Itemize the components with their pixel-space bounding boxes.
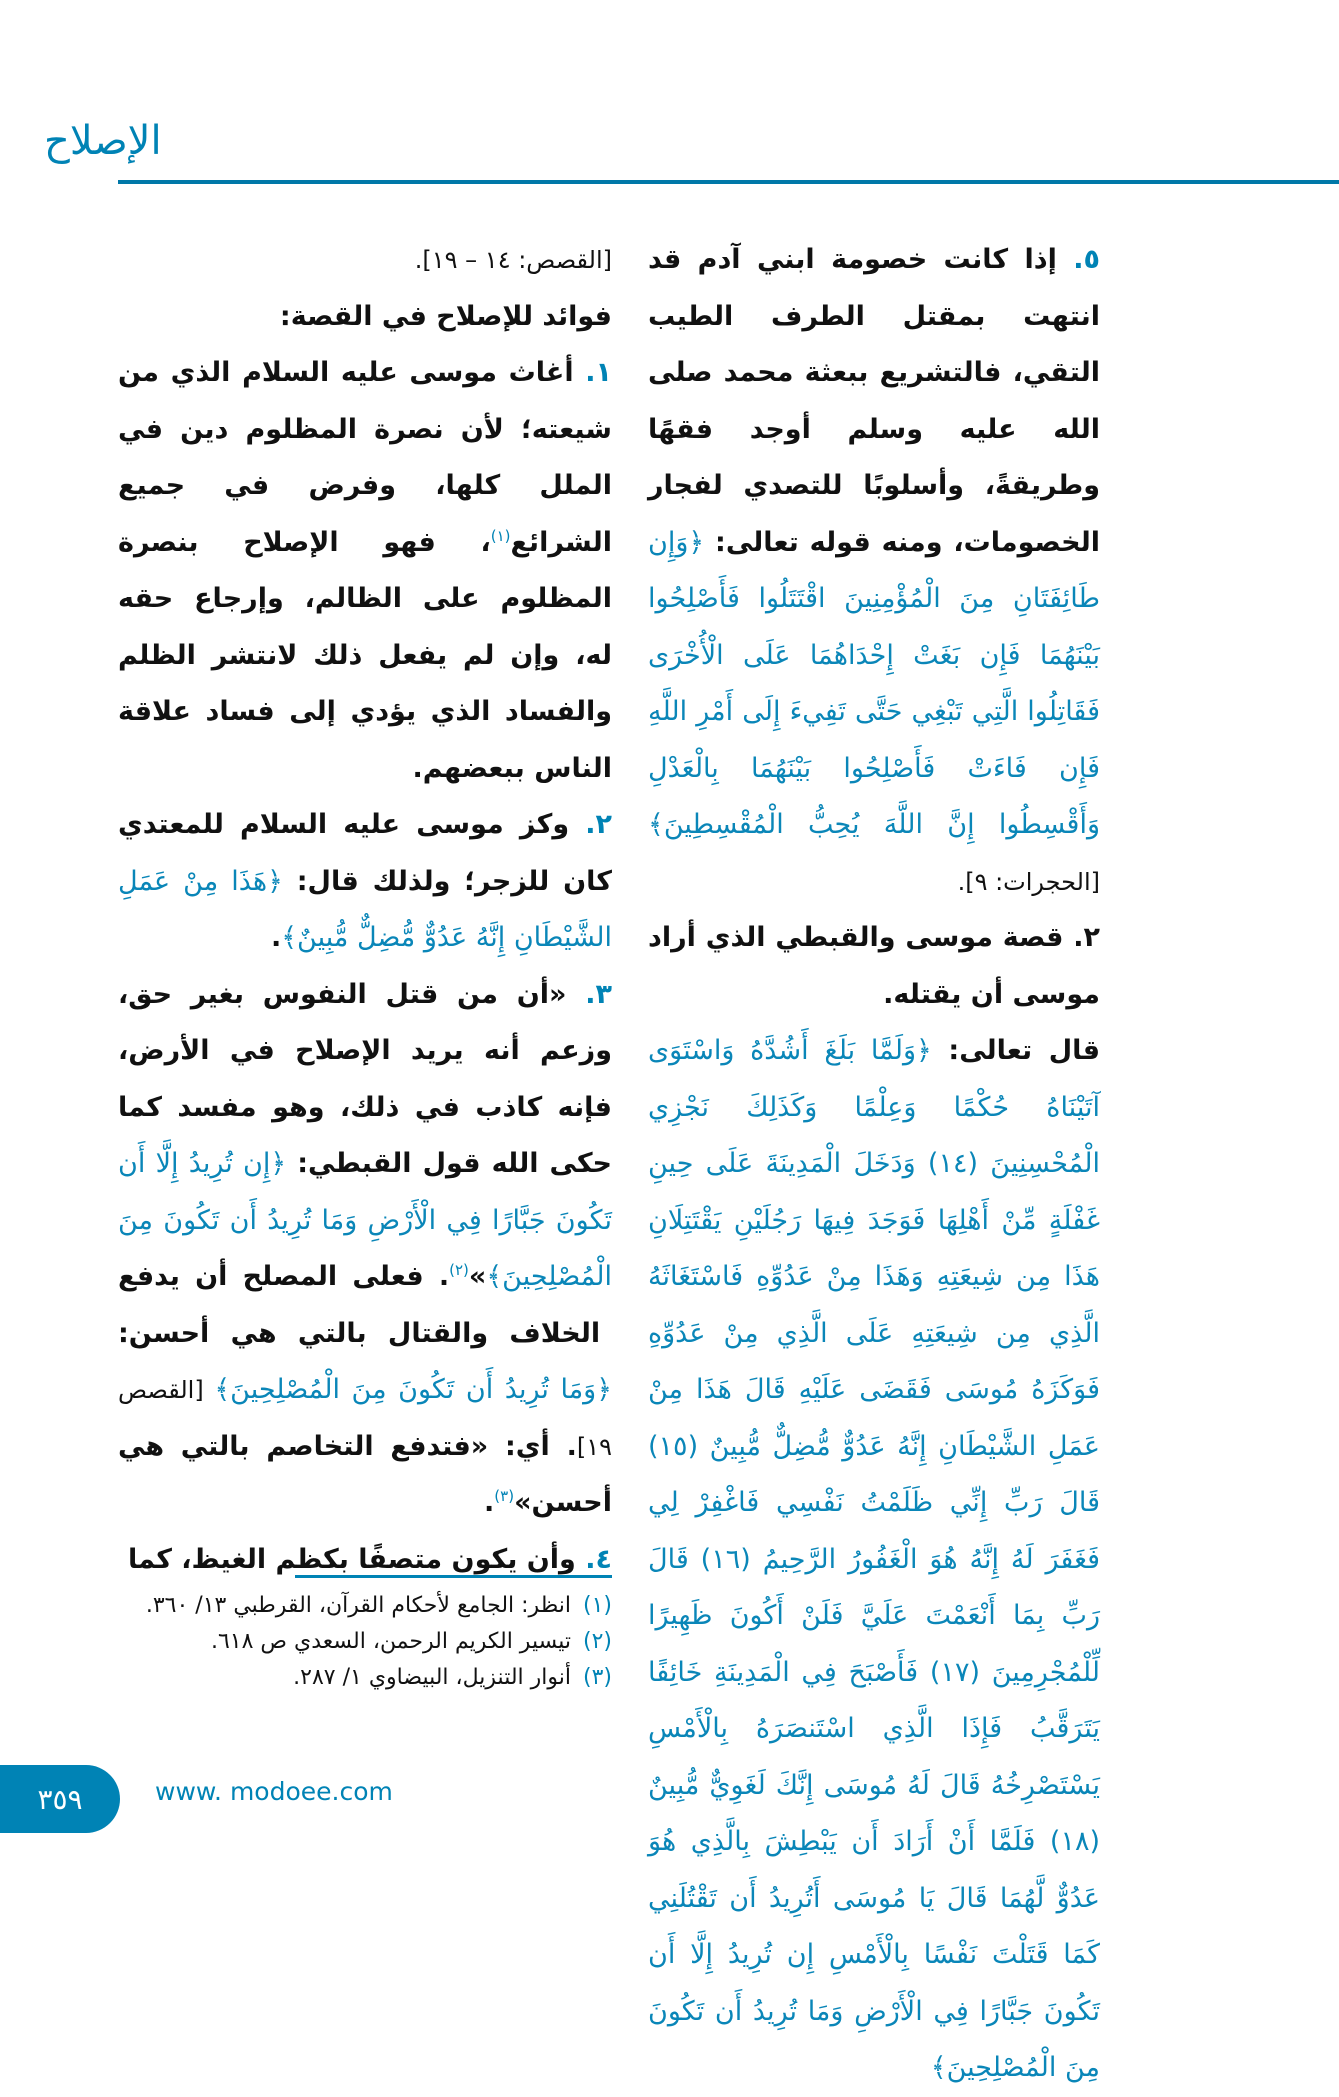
quran-verse: ﴿وَإِن طَائِفَتَانِ مِنَ الْمُؤْمِنِينَ اقْتَتَلُوا فَأَصْلِحُوا بَيْنَهُمَا فَإِن بَغَتْ إِحْدَاهُمَا عَلَى الْأُخْرَى فَقَاتِلُوا الَّتِي تَبْغِي حَتَّى تَفِيءَ إِلَى أَمْرِ اللَّهِ فَإِن فَاءَتْ فَأَصْلِحُوا بَيْنَهُمَا بِالْعَدْلِ وَأَقْسِطُوا إِنَّ اللَّهَ يُحِبُّ الْمُقْسِطِينَ﴾ xyxy=(648,526,1100,840)
footnote-number: (٢) xyxy=(582,1629,612,1654)
paragraph-text: إذا كانت خصومة ابني آدم قد انتهت بمقتل الطرف الطيب التقي، فالتشريع ببعثة محمد صلى الله عليه وسلم أوجد فقهًا وطريقةً، وأسلوبًا للتصدي لفجار الخصومات، ومنه قوله تعالى: xyxy=(648,244,1100,558)
page-number-badge xyxy=(0,1765,120,1833)
paragraph-5 xyxy=(648,232,1100,910)
item-text: . فعلى المصلح أن يدفع الخلاف والقتال بالتي هي أحسن: xyxy=(118,1261,601,1349)
left-column xyxy=(118,232,612,1588)
item-text: » xyxy=(468,1261,487,1292)
item-text: . أي: «فتدفع التخاصم بالتي هي أحسن» xyxy=(118,1430,612,1518)
footnote-text: أنوار التنزيل، البيضاوي ١/ ٢٨٧. xyxy=(293,1665,571,1690)
quran-verse: ﴿وَمَا تُرِيدُ أَن تَكُونَ مِنَ الْمُصْلِحِينَ﴾ xyxy=(214,1374,613,1405)
item-number: ٢. xyxy=(585,809,612,840)
quran-verse: ﴿هَذَا مِنْ عَمَلِ الشَّيْطَانِ إِنَّهُ عَدُوٌّ مُّضِلٌّ مُّبِينٌ﴾ xyxy=(118,865,612,953)
item-text: ، فهو الإصلاح بنصرة المظلوم على الظالم، وإرجاع حقه له، وإن لم يفعل ذلك لانتشر الظلم والفساد الذي يؤدي إلى فساد علاقة الناس ببعضهم. xyxy=(118,526,612,784)
verse-reference: [القصص ١٩] xyxy=(118,1376,612,1461)
item-text: وأن يكون متصفًا بكظم الغيظ، كما xyxy=(127,1543,576,1575)
item-text: . xyxy=(484,1487,495,1518)
item-number: ١. xyxy=(585,357,612,388)
footnote-ref[interactable]: (٣) xyxy=(494,1487,515,1505)
verse-reference: [القصص: ١٤ – ١٩]. xyxy=(414,246,612,274)
item-number: ٤. xyxy=(585,1543,612,1575)
verse-reference: [الحجرات: ٩]. xyxy=(957,867,1100,896)
footnote-divider xyxy=(295,1575,612,1578)
paragraph-text: قال تعالى: xyxy=(931,1035,1100,1066)
footnote xyxy=(118,1660,612,1696)
item-number: ٥. xyxy=(1073,244,1100,275)
website-link[interactable]: www. modoee.com xyxy=(155,1777,393,1806)
section-heading: فوائد للإصلاح في القصة: xyxy=(279,300,612,332)
page-number: ٣٥٩ xyxy=(37,1782,83,1816)
heading-text: قصة موسى والقبطي الذي أراد موسى أن يقتله. xyxy=(648,922,1100,1010)
section-heading xyxy=(648,910,1100,1023)
footnote xyxy=(118,1624,612,1660)
item-text: «أن من قتل النفوس بغير حق، وزعم أنه يريد الإصلاح في الأرض، فإنه كاذب في ذلك، وهو مفسد كما حكى الله قول القبطي: xyxy=(118,978,612,1179)
item-number: ٣. xyxy=(585,978,612,1010)
item-text: أغاث موسى عليه السلام الذي من شيعته؛ لأن نصرة المظلوم دين في الملل كلها، وفرض في جميع الشرائع xyxy=(118,357,612,558)
list-item-4 xyxy=(118,1532,612,1589)
list-item-2 xyxy=(118,797,612,967)
footnote-ref[interactable]: (١) xyxy=(490,526,511,545)
footnote-number: (٣) xyxy=(582,1665,612,1690)
item-text: وكز موسى عليه السلام للمعتدي كان للزجر؛ ولذلك قال: xyxy=(118,809,612,897)
footnotes xyxy=(118,1588,612,1696)
footnote-text: انظر: الجامع لأحكام القرآن، القرطبي ١٣/ ٣٦٠. xyxy=(145,1593,571,1618)
list-item-3 xyxy=(118,967,612,1532)
footnote xyxy=(118,1588,612,1624)
quran-verse: ﴿إِن تُرِيدُ إِلَّا أَن تَكُونَ جَبَّارًا فِي الْأَرْضِ وَمَا تُرِيدُ أَن تَكُونَ مِنَ الْمُصْلِحِينَ﴾ xyxy=(118,1148,612,1292)
quran-passage-paragraph xyxy=(648,1023,1100,2097)
quran-verse: ﴿وَلَمَّا بَلَغَ أَشُدَّهُ وَاسْتَوَى آتَيْنَاهُ حُكْمًا وَعِلْمًا وَكَذَلِكَ نَجْزِي الْمُحْسِنِينَ (١٤) وَدَخَلَ الْمَدِينَةَ عَلَى حِينِ غَفْلَةٍ مِّنْ أَهْلِهَا فَوَجَدَ فِيهَا رَجُلَيْنِ يَقْتَتِلَانِ هَذَا مِن شِيعَتِهِ وَهَذَا مِنْ عَدُوِّهِ فَاسْتَغَاثَهُ الَّذِي مِن شِيعَتِهِ عَلَى الَّذِي مِنْ عَدُوِّهِ فَوَكَزَهُ مُوسَى فَقَضَى عَلَيْهِ قَالَ هَذَا مِنْ عَمَلِ الشَّيْطَانِ إِنَّهُ عَدُوٌّ مُّضِلٌّ مُّبِينٌ (١٥) قَالَ رَبِّ إِنِّي ظَلَمْتُ نَفْسِي فَاغْفِرْ لِي فَغَفَرَ لَهُ إِنَّهُ هُوَ الْغَفُورُ الرَّحِيمُ (١٦) قَالَ رَبِّ بِمَا أَنْعَمْتَ عَلَيَّ فَلَنْ أَكُونَ ظَهِيرًا لِّلْمُجْرِمِينَ (١٧) فَأَصْبَحَ فِي الْمَدِينَةِ خَائِفًا يَتَرَقَّبُ فَإِذَا الَّذِي اسْتَنصَرَهُ بِالْأَمْسِ يَسْتَصْرِخُهُ قَالَ لَهُ مُوسَى إِنَّكَ لَغَوِيٌّ مُّبِينٌ (١٨) فَلَمَّا أَنْ أَرَادَ أَن يَبْطِشَ بِالَّذِي هُوَ عَدُوٌّ لَّهُمَا قَالَ يَا مُوسَى أَتُرِيدُ أَن تَقْتُلَنِي كَمَا قَتَلْتَ نَفْسًا بِالْأَمْسِ إِن تُرِيدُ إِلَّا أَن تَكُونَ جَبَّارًا فِي الْأَرْضِ وَمَا تُرِيدُ أَن تَكُونَ مِنَ الْمُصْلِحِينَ﴾ xyxy=(648,1035,1101,2083)
list-item-1 xyxy=(118,345,612,797)
item-number: ٢. xyxy=(1073,922,1100,953)
footnote-number: (١) xyxy=(582,1593,612,1618)
header-divider xyxy=(118,180,1339,184)
running-header-title: الإصلاح xyxy=(44,118,162,164)
right-column xyxy=(648,232,1100,2097)
item-text: . xyxy=(270,922,282,953)
footnote-ref[interactable]: (٢) xyxy=(449,1261,469,1279)
footnote-text: تيسير الكريم الرحمن، السعدي ص ٦١٨. xyxy=(210,1629,571,1654)
